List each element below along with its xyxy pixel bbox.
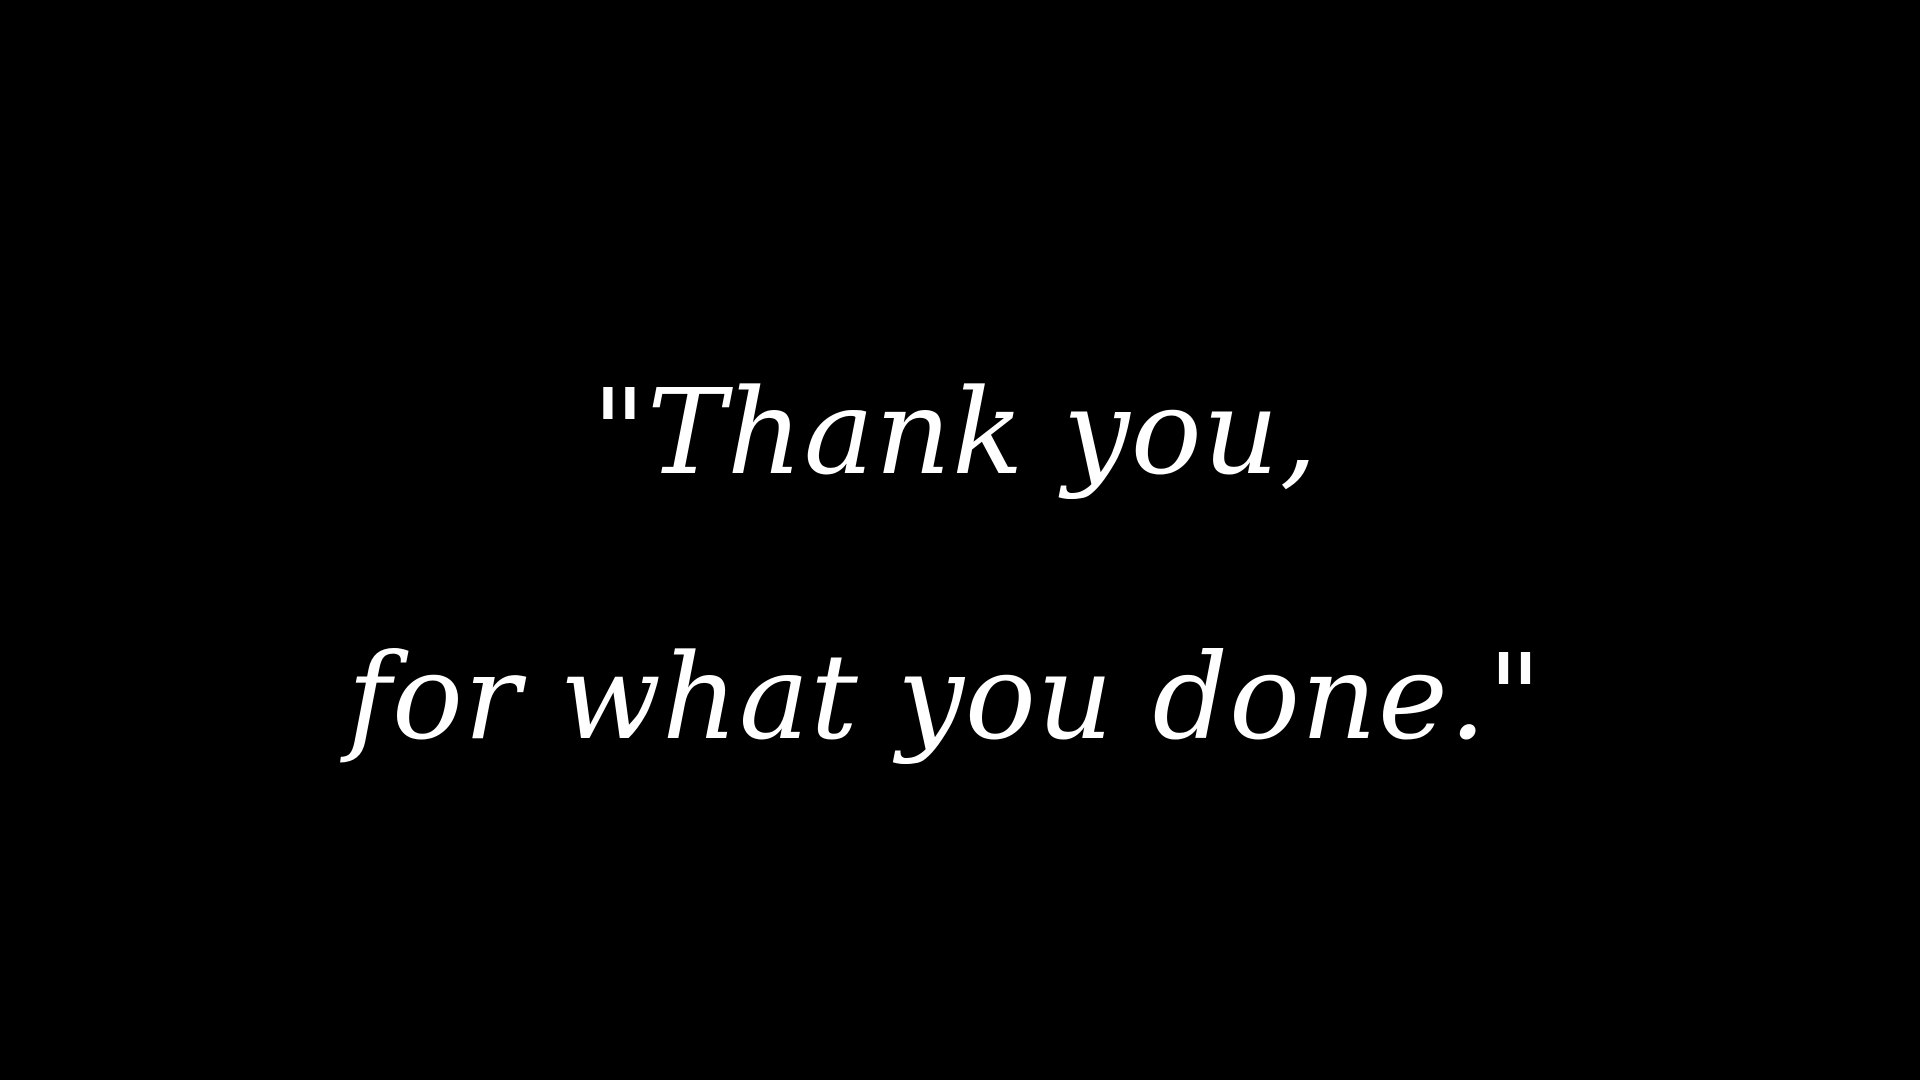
quote-line-2: for what you done." [347,628,1543,766]
quote-text [0,300,1920,830]
quote-line-1: "Thank you, [591,363,1319,501]
